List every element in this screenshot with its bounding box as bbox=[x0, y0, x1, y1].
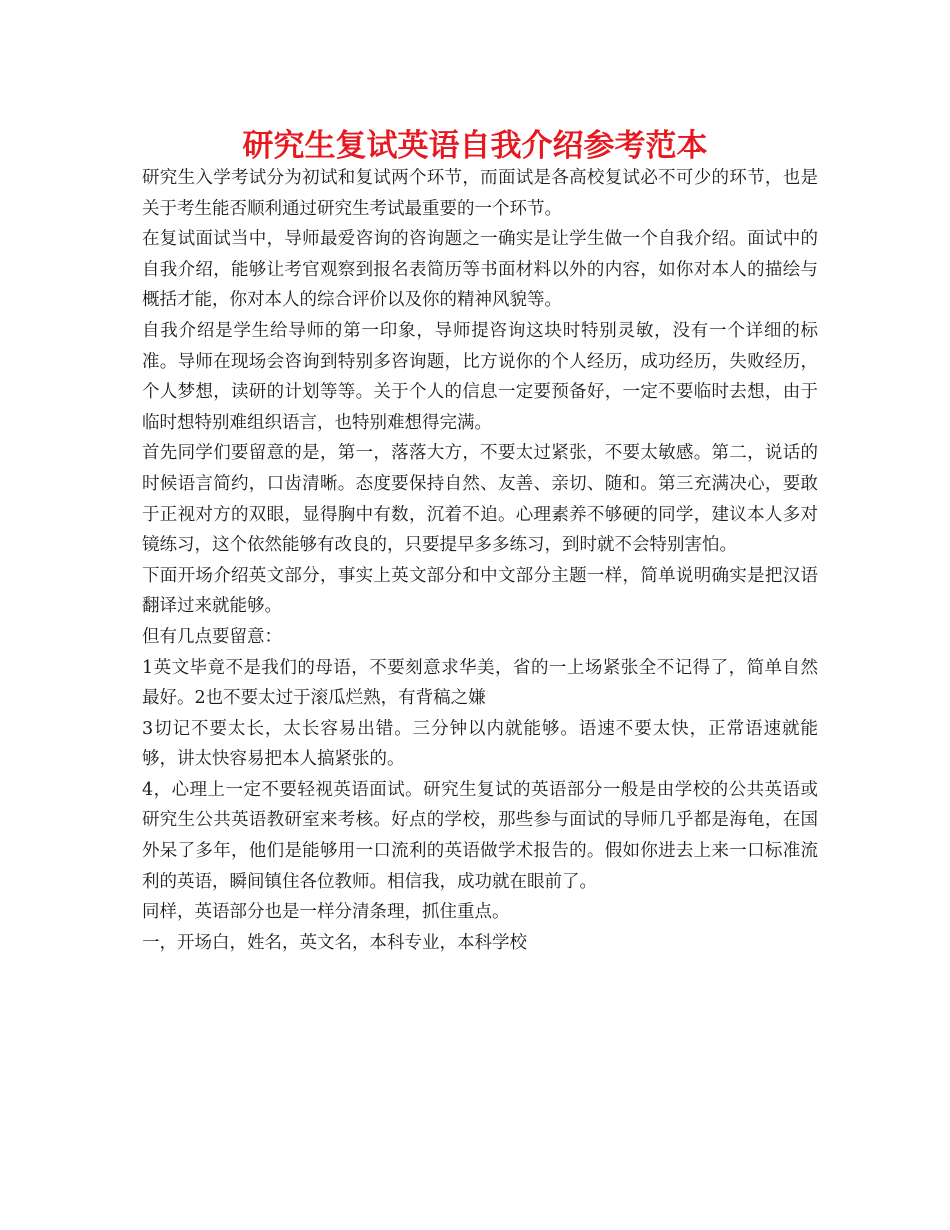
paragraph-intro: 研究生入学考试分为初试和复试两个环节，而面试是各高校复试必不可少的环节，也是关于考生能否顺利通过研究生考试最重要的一个环节。 bbox=[142, 168, 818, 219]
paragraph-self-intro: 在复试面试当中，导师最爱咨询的咨询题之一确实是让学生做一个自我介绍。面试中的自我介绍，能够让考官观察到报名表简历等书面材料以外的内容，如你对本人的描绘与概括才能，你对本人的综合评价以及你的精神风貌等。 bbox=[142, 229, 818, 311]
paragraph-note-1-2: 1英文毕竟不是我们的母语，不要刻意求华美，省的一上场紧张全不记得了，简单自然最好。2也不要太过于滚瓜烂熟，有背稿之嫌 bbox=[142, 657, 818, 709]
paragraph-notes-heading: 但有几点要留意： bbox=[142, 626, 282, 647]
document-body bbox=[142, 163, 818, 958]
paragraph-note-3: 3切记不要太长，太长容易出错。三分钟以内就能够。语速不要太快，正常语速就能够，讲太快容易把本人搞紧张的。 bbox=[142, 718, 818, 770]
paragraph-structure: 同样，英语部分也是一样分清条理，抓住重点。 bbox=[142, 902, 510, 923]
document-title: 研究生复试英语自我介绍参考范本 bbox=[242, 128, 708, 164]
paragraph-english-part: 下面开场介绍英文部分，事实上英文部分和中文部分主题一样，简单说明确实是把汉语翻译过来就能够。 bbox=[142, 565, 818, 617]
paragraph-attention-points: 首先同学们要留意的是，第一，落落大方，不要太过紧张，不要太敏感。第二，说话的时候语言简约，口齿清晰。态度要保持自然、友善、亲切、随和。第三充满决心，要敢于正视对方的双眼，显得胸中有数，沉着不迫。心理素养不够硬的同学，建议本人多对镜练习，这个依然能够有改良的，只要提早多多练习，到时就不会特别害怕。 bbox=[142, 443, 818, 556]
paragraph-note-4: 4，心理上一定不要轻视英语面试。研究生复试的英语部分一般是由学校的公共英语或研究生公共英语教研室来考核。好点的学校，那些参与面试的导师几乎都是海龟，在国外呆了多年，他们是能够用一口流利的英语做学术报告的。假如你进去上来一口标准流利的英语，瞬间镇住各位教师。相信我，成功就在眼前了。 bbox=[142, 779, 818, 892]
paragraph-opening: 一，开场白，姓名，英文名，本科专业，本科学校 bbox=[142, 932, 527, 953]
paragraph-first-impression: 自我介绍是学生给导师的第一印象，导师提咨询这块时特别灵敏，没有一个详细的标准。导师在现场会咨询到特别多咨询题，比方说你的个人经历，成功经历，失败经历，个人梦想，读研的计划等等。关于个人的信息一定要预备好，一定不要临时去想，由于临时想特别难组织语言，也特别难想得完满。 bbox=[142, 320, 818, 433]
